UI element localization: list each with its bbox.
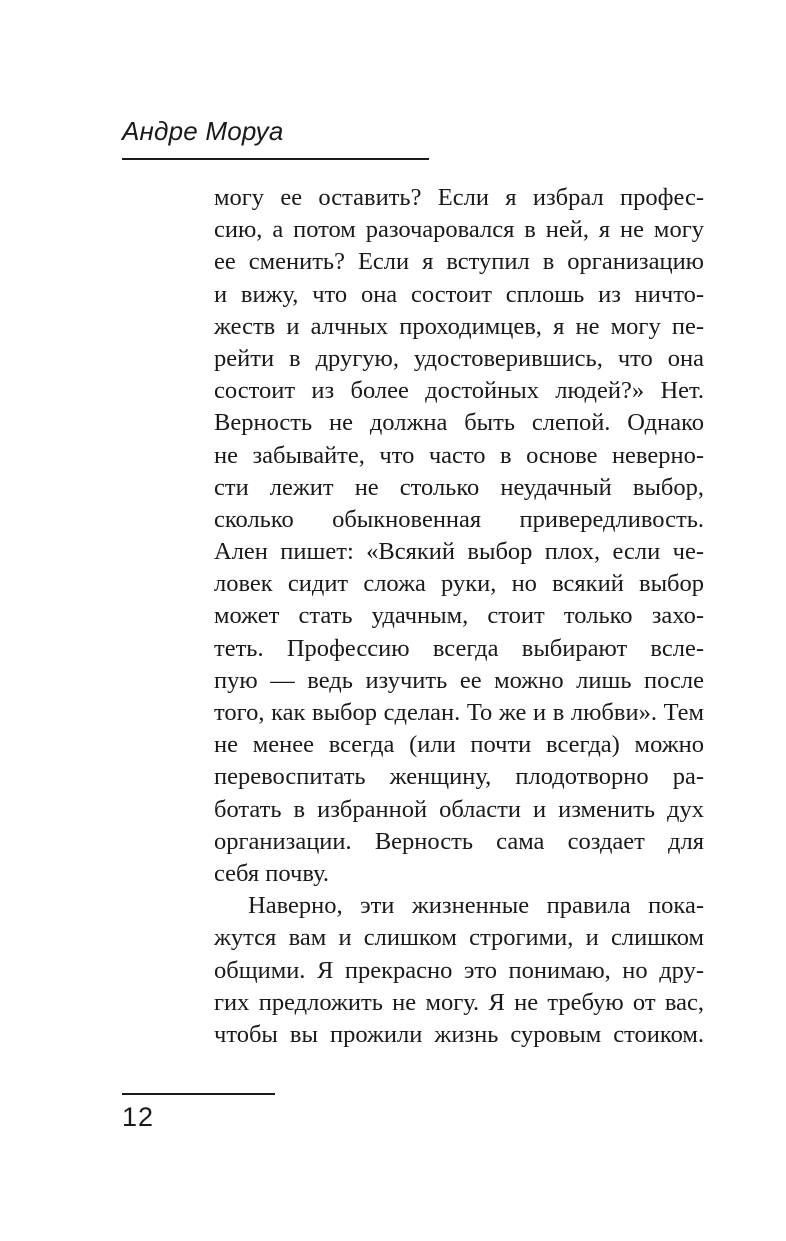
text-line: пую — ведь изучить ее можно лишь после bbox=[214, 666, 704, 694]
text-line: может стать удачным, стоит только захо- bbox=[214, 602, 704, 630]
text-line: могу ее оставить? Если я избрал профес- bbox=[214, 184, 704, 211]
running-header-author: Андре Моруа bbox=[122, 116, 284, 146]
text-line: жеств и алчных проходимцев, я не могу пе- bbox=[214, 312, 704, 340]
text-line: Верность не должна быть слепой. Однако bbox=[214, 409, 704, 437]
text-line: и вижу, что она состоит сплошь из ничто- bbox=[214, 280, 704, 308]
page-number: 12 bbox=[122, 1102, 155, 1132]
text-line: Наверно, эти жизненные правила пока- bbox=[248, 892, 704, 920]
text-line: ловек сидит сложа руки, но всякий выбор bbox=[214, 570, 704, 598]
header-rule bbox=[122, 158, 429, 160]
text-line: общими. Я прекрасно это понимаю, но дру- bbox=[214, 956, 704, 984]
text-line: ее сменить? Если я вступил в организацию bbox=[214, 248, 704, 276]
text-line: сти лежит не столько неудачный выбор, bbox=[214, 473, 704, 501]
text-line: не менее всегда (или почти всегда) можно bbox=[214, 731, 704, 759]
footer-rule bbox=[122, 1093, 275, 1095]
text-line: Ален пишет: «Всякий выбор плох, если че- bbox=[214, 538, 704, 566]
text-line: состоит из более достойных людей?» Нет. bbox=[214, 377, 704, 405]
text-line: себя почву. bbox=[214, 859, 329, 887]
text-line: рейти в другую, удостоверившись, что она bbox=[214, 344, 704, 372]
text-line: чтобы вы прожили жизнь суровым стоиком. bbox=[214, 1020, 704, 1048]
text-line: теть. Профессию всегда выбирают всле- bbox=[214, 634, 704, 662]
text-line: сколько обыкновенная привередливость. bbox=[214, 505, 704, 533]
text-line: сию, а потом разочаровался в ней, я не могу bbox=[214, 216, 704, 244]
text-line: того, как выбор сделан. То же и в любви». Тем bbox=[214, 699, 704, 726]
text-line: организации. Верность сама создает для bbox=[214, 827, 704, 855]
text-line: жутся вам и слишком строгими, и слишком bbox=[214, 924, 704, 952]
body-text bbox=[214, 182, 704, 1051]
text-line: ботать в избранной области и изменить дух bbox=[214, 795, 704, 823]
text-line: не забывайте, что часто в основе неверно- bbox=[214, 441, 704, 469]
text-line: гих предложить не могу. Я не требую от вас, bbox=[214, 988, 704, 1016]
text-line: перевоспитать женщину, плодотворно ра- bbox=[214, 763, 704, 791]
